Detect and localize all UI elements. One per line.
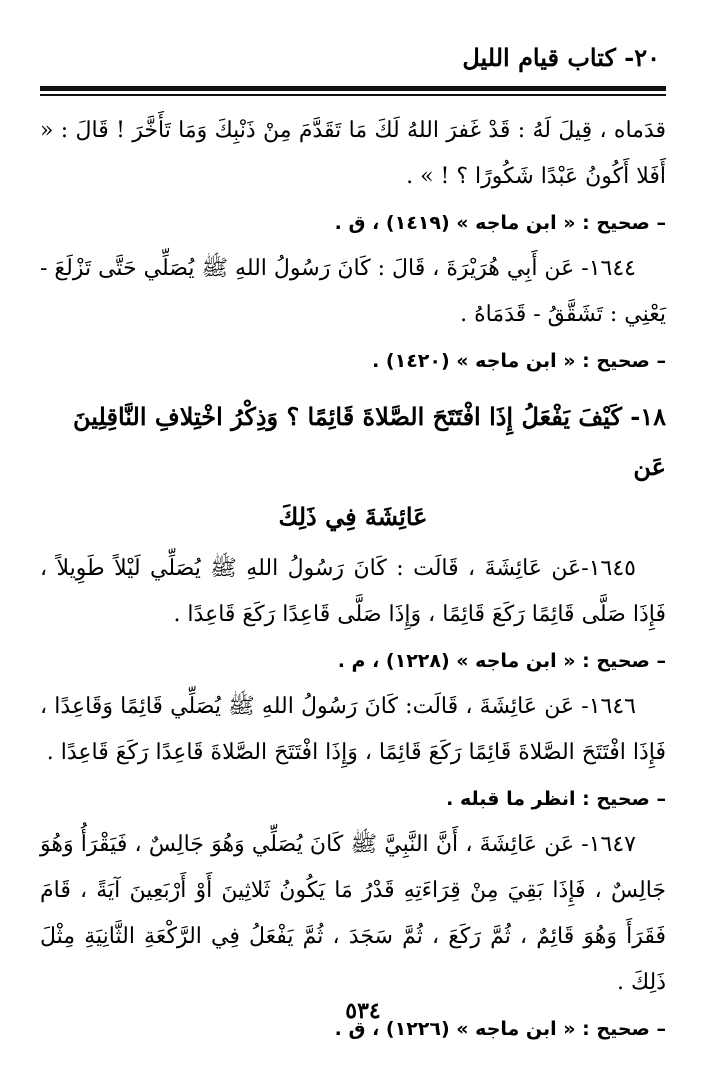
- verdict-1645: – صحيح : « ابن ماجه » (١٢٢٨) ، م .: [337, 650, 666, 672]
- chapter-heading-line1: ١٨- كَيْفَ يَفْعَلُ إِذَا افْتَتَحَ الصَّلاةَ قَائِمًا ؟ وَذِكْرُ اخْتِلافِ النَّاقِلِينَ عَن: [73, 402, 666, 481]
- verdict-1646: – صحيح : انظر ما قبله .: [446, 788, 666, 810]
- hadith-1646: ١٦٤٦- عَن عَائِشَةَ ، قَالَت: كَانَ رَسُولُ اللهِ ﷺ يُصَلِّي قَائِمًا وَقَاعِدًا ، فَإِذَا افْتَتَحَ الصَّلاةَ قَائِمًا رَكَعَ قَائِمًا ، وَإِذَا افْتَتَحَ الصَّلاةَ قَاعِدًا رَكَعَ قَاعِدًا .: [40, 694, 666, 765]
- running-header: ٢٠- كتاب قيام الليل: [462, 43, 660, 72]
- header-rule-thin: [40, 94, 666, 96]
- document-page: [40, 38, 666, 1086]
- hadith-continuation: قدَماه ، قِيلَ لَهُ : قَدْ غَفرَ اللهُ لَكَ مَا تَقَدَّمَ مِنْ ذَنْبِكَ وَمَا تَأَخَّرَ ! قَالَ : « أَفَلا أَكُونُ عَبْدًا شَكُورًا ؟ ! » .: [40, 118, 666, 189]
- page-body: [40, 108, 666, 1052]
- page-number: ٥٣٤: [345, 998, 381, 1024]
- header-rule-thick: [40, 86, 666, 91]
- verdict-1647: – صحيح : « ابن ماجه » (١٢٢٦) ، ق .: [334, 1018, 666, 1040]
- chapter-heading: [40, 392, 666, 542]
- hadith-1645: ١٦٤٥-عَن عَائِشَةَ ، قَالَت : كَانَ رَسُولُ اللهِ ﷺ يُصَلِّي لَيْلاً طَوِيلاً ، فَإِذَا صَلَّى قَائِمًا رَكَعَ قَائِمًا ، وَإِذَا صَلَّى قَاعِدًا رَكَعَ قَاعِدًا .: [40, 556, 666, 627]
- verdict-1644: – صحيح : « ابن ماجه » (١٤٢٠) .: [372, 350, 666, 372]
- hadith-1644: ١٦٤٤- عَن أَبِي هُرَيْرَةَ ، قَالَ : كَانَ رَسُولُ اللهِ ﷺ يُصَلِّي حَتَّى تَزْلَعَ - يَعْنِي : تَشَقَّقُ - قَدَمَاهُ .: [39, 256, 666, 327]
- verdict-1643: – صحيح : « ابن ماجه » (١٤١٩) ، ق .: [334, 212, 666, 234]
- hadith-1647: ١٦٤٧- عَن عَائِشَةَ ، أَنَّ النَّبِيَّ ﷺ كَانَ يُصَلِّي وَهُوَ جَالِسٌ ، فَيَقْرَأُ وَهُوَ جَالِسٌ ، فَإِذَا بَقِيَ مِنْ قِرَاءَتِهِ قَدْرُ مَا يَكُونُ ثَلاثِينَ أَوْ أَرْبَعِينَ آيَةً ، قَامَ فَقَرَأَ وَهُوَ قَائِمٌ ، ثُمَّ رَكَعَ ، ثُمَّ سَجَدَ ، ثُمَّ يَفْعَلُ فِي الرَّكْعَةِ الثَّانِيَةِ مِثْلَ ذَلِكَ .: [40, 832, 666, 995]
- chapter-heading-line2: عَائِشَةَ فِي ذَلِكَ: [278, 502, 428, 531]
